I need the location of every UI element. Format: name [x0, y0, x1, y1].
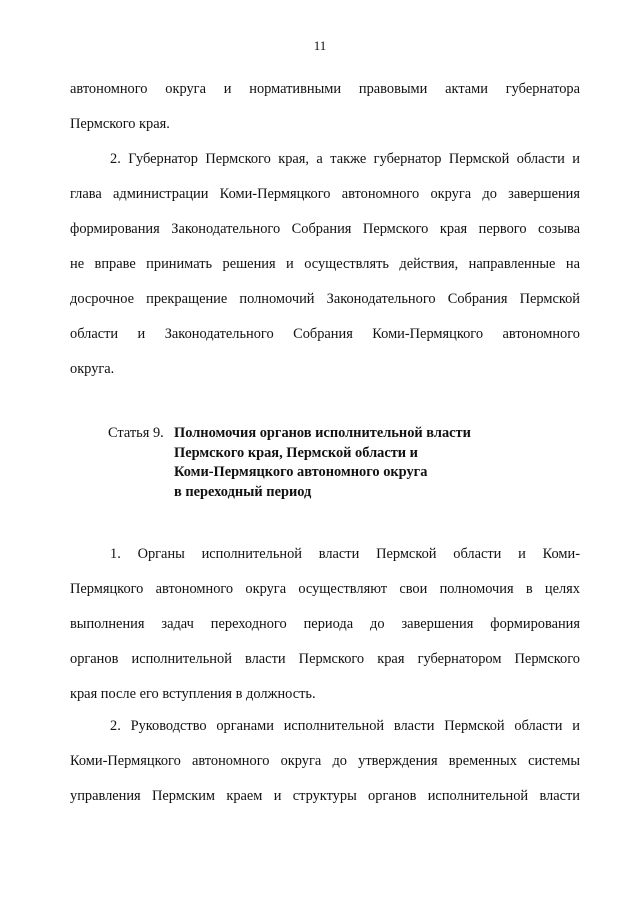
page-number: 11 — [313, 38, 327, 53]
text-line: формирования Законодательного Собрания Пермского края первого созыва — [70, 221, 580, 237]
text-line: Пермского края. — [70, 116, 170, 132]
text-line: Коми-Пермяцкого автономного округа до утверждения временных системы — [70, 753, 580, 769]
text-line: Пермяцкого автономного округа осуществляют свои полномочия в целях — [70, 581, 580, 597]
article-title — [174, 424, 471, 502]
article-title-line: Полномочия органов исполнительной власти — [174, 425, 471, 441]
article-paragraph-1 — [70, 537, 580, 712]
text-line: глава администрации Коми-Пермяцкого автономного округа до завершения — [70, 186, 580, 202]
text-line: досрочное прекращение полномочий Законодательного Собрания Пермской — [70, 291, 580, 307]
article-title-line: Пермского края, Пермской области и — [174, 444, 418, 461]
text-line: 1. Органы исполнительной власти Пермской области и Коми- — [110, 546, 580, 562]
text-line: округа. — [70, 361, 115, 377]
article-label: Статья 9. — [108, 425, 164, 441]
article-paragraph-2 — [70, 709, 580, 814]
text-line: 2. Руководство органами исполнительной власти Пермской области и — [110, 718, 580, 734]
text-line: края после его вступления в должность. — [70, 686, 316, 702]
text-line: выполнения задач переходного периода до завершения формирования — [70, 616, 580, 632]
paragraph-2 — [70, 142, 580, 387]
paragraph-continuation — [70, 72, 580, 142]
text-line: автономного округа и нормативными правовыми актами губернатора — [70, 81, 580, 97]
article-title-line: в переходный период — [174, 483, 312, 500]
text-line: 2. Губернатор Пермского края, а также губернатор Пермской области и — [110, 151, 580, 167]
text-line: области и Законодательного Собрания Коми-Пермяцкого автономного — [70, 326, 580, 342]
text-line: управления Пермским краем и структуры органов исполнительной власти — [70, 788, 580, 804]
text-line: органов исполнительной власти Пермского края губернатором Пермского — [70, 651, 580, 667]
article-title-line: Коми-Пермяцкого автономного округа — [174, 464, 428, 480]
text-line: не вправе принимать решения и осуществлять действия, направленные на — [70, 256, 580, 272]
